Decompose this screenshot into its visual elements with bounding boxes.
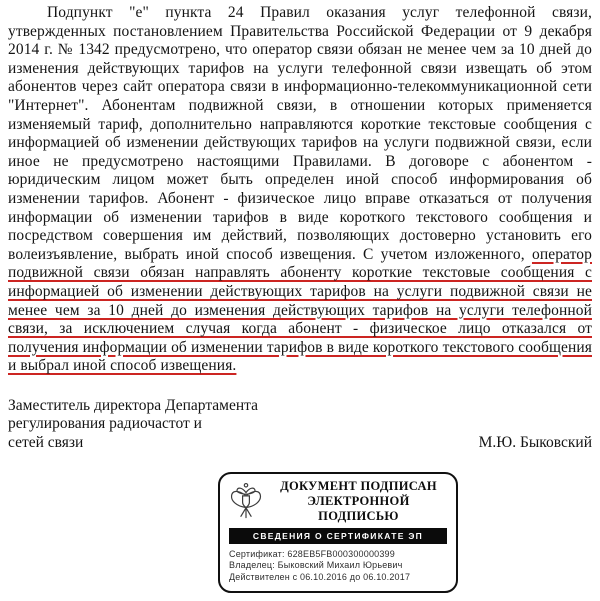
digital-signature-stamp (218, 472, 458, 594)
certificate-number-line (229, 549, 447, 561)
certificate-info-banner: СВЕДЕНИЯ О СЕРТИФИКАТЕ ЭП (229, 528, 447, 544)
stamp-title (270, 479, 447, 524)
signer-name: М.Ю. Быковский (478, 434, 592, 452)
stamp-area (8, 472, 592, 594)
stamp-title-line-2: ЭЛЕКТРОННОЙ ПОДПИСЬЮ (307, 493, 410, 523)
certificate-label: Сертификат: (229, 548, 285, 559)
signature-block (8, 397, 592, 453)
signer-position-line-3: сетей связи (8, 434, 84, 452)
certificate-value: 628EB5FB000300000399 (287, 548, 395, 559)
owner-value: Быковский Михаил Юрьевич (277, 560, 403, 571)
coat-of-arms-icon (229, 482, 263, 520)
signer-position (8, 397, 258, 453)
legal-paragraph (8, 4, 592, 376)
stamp-header (229, 479, 447, 524)
paragraph-normal-text: Подпункт "е" пункта 24 Правил оказания услуг телефонной связи, утвержденных постановлением Правительства Российской Федерации от 9 декабря 2014 г. № 1342 предусмотрено, что оператор связи обязан не менее чем за 10 дней до изменения действующих тарифов на услуги телефонной связи извещать об этом абонентов через сайт оператора связи в информационно-телекоммуникационной сети "Интернет". Абонентам подвижной связи, в отношении которых применяется изменяемый тариф, дополнительно направляются короткие текстовые сообщения с информацией об изменении действующих тарифов на услуги подвижной связи, если иное не предусмотрено настоящими Правилами. В договоре с абонентом - юридическим лицом может быть определен иной способ информирования об изменении тарифов. Абонент - физическое лицо вправе отказаться от получения информации об изменении тарифов в виде короткого текстового сообщения и посредством совершения им действий, позволяющих достоверно установить его волеизъявление, выбрать иной способ извещения. С учетом изложенного, (8, 4, 592, 263)
signer-position-line-1: Заместитель директора Департамента (8, 396, 258, 414)
owner-label: Владелец: (229, 560, 275, 571)
certificate-validity-line: Действителен с 06.10.2016 до 06.10.2017 (229, 571, 411, 582)
signer-position-line-2: регулирования радиочастот и (8, 415, 202, 433)
paragraph-red-underlined-text: оператор подвижной связи обязан направлять абоненту короткие текстовые сообщения с информацией об изменении действующих тарифов на услуги подвижной связи не менее чем за 10 дней до изменения действующих тарифов на услуги телефонной связи, за исключением случая когда абонент - физическое лицо отказался от получения информации об изменении тарифов в виде короткого текстового сообщения и выбрал иной способ извещения. (8, 245, 592, 375)
certificate-details (229, 549, 447, 584)
certificate-owner-line (229, 560, 447, 572)
stamp-title-line-1: ДОКУМЕНТ ПОДПИСАН (280, 478, 437, 493)
